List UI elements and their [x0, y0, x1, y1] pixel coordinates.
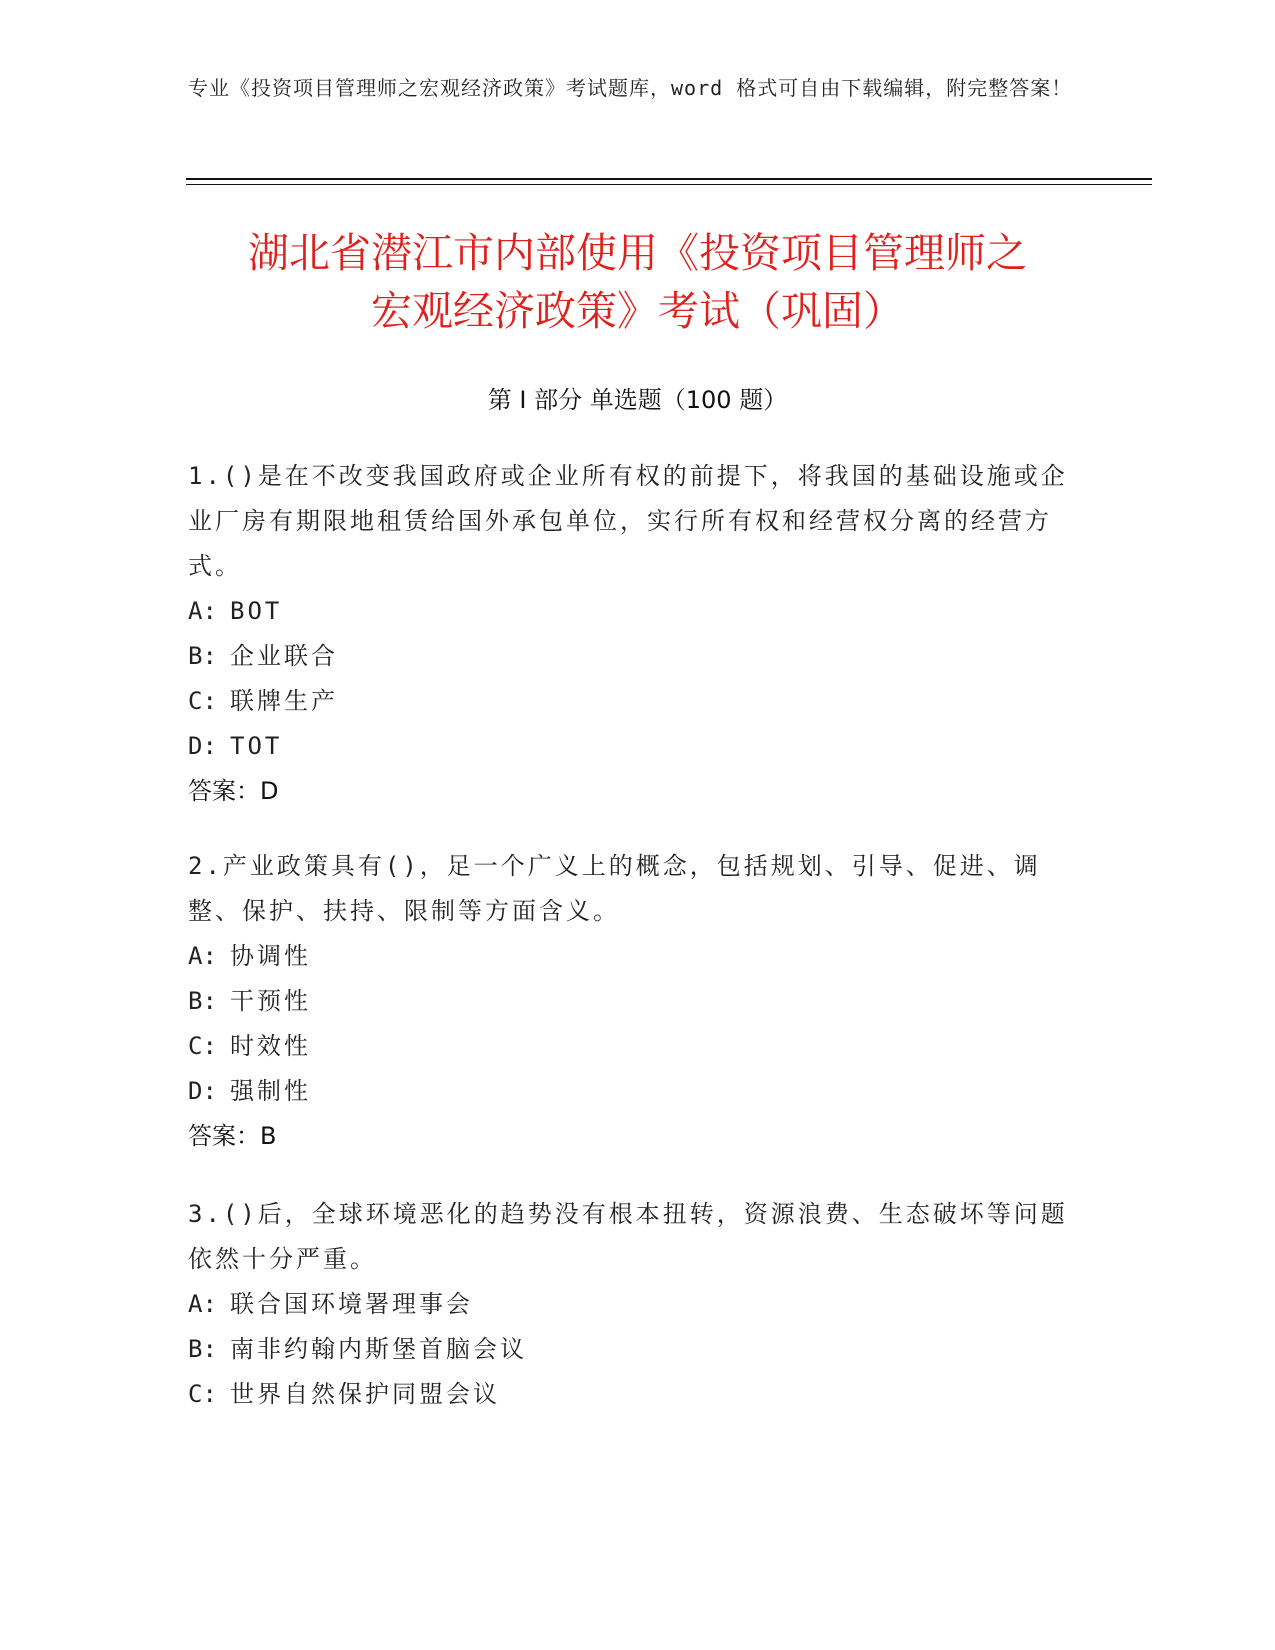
option-letter: A: — [188, 942, 217, 970]
question-text: 1.()是在不改变我国政府或企业所有权的前提下，将我国的基础设施或企业厂房有期限地租赁给国外承包单位，实行所有权和经营权分离的经营方式。 — [188, 462, 1068, 580]
option-text: 干预性 — [230, 987, 311, 1015]
option-a — [188, 1282, 1068, 1327]
option-text: TOT — [230, 732, 283, 760]
option-text: 协调性 — [230, 942, 311, 970]
option-a — [188, 589, 1068, 634]
option-d — [188, 724, 1068, 769]
option-c — [188, 1372, 1068, 1417]
answer: 答案：B — [188, 1122, 277, 1150]
question-text: 2.产业政策具有()，足一个广义上的概念，包括规划、引导、促进、调整、保护、扶持、限制等方面含义。 — [188, 852, 1041, 925]
question-text: 3.()后，全球环境恶化的趋势没有根本扭转，资源浪费、生态破坏等问题依然十分严重。 — [188, 1200, 1068, 1273]
option-text: 企业联合 — [230, 642, 338, 670]
option-text: 时效性 — [230, 1032, 311, 1060]
question-2 — [188, 844, 1068, 1159]
document-title — [150, 224, 1125, 340]
option-letter: B: — [188, 642, 217, 670]
option-text: 联牌生产 — [230, 687, 338, 715]
option-letter: A: — [188, 597, 217, 625]
header-divider-thick — [186, 178, 1152, 180]
header-divider-thin — [186, 184, 1152, 185]
option-b — [188, 979, 1068, 1024]
option-c — [188, 1024, 1068, 1069]
question-3 — [188, 1192, 1068, 1417]
option-letter: B: — [188, 1335, 217, 1363]
question-1 — [188, 454, 1068, 814]
title-line-2: 宏观经济政策》考试（巩固） — [371, 287, 904, 335]
answer: 答案：D — [188, 777, 279, 805]
option-letter: C: — [188, 687, 217, 715]
option-b — [188, 634, 1068, 679]
option-d — [188, 1069, 1068, 1114]
option-letter: B: — [188, 987, 217, 1015]
option-letter: A: — [188, 1290, 217, 1318]
title-line-1: 湖北省潜江市内部使用《投资项目管理师之 — [248, 229, 1027, 277]
option-c — [188, 679, 1068, 724]
section-heading: 第 I 部分 单选题（100 题） — [487, 386, 788, 414]
option-text: 南非约翰内斯堡首脑会议 — [230, 1335, 527, 1363]
intro-text: 专业《投资项目管理师之宏观经济政策》考试题库，word 格式可自由下载编辑，附完整答案！ — [188, 76, 1073, 100]
option-b — [188, 1327, 1068, 1372]
option-text: BOT — [230, 597, 283, 625]
option-letter: D: — [188, 732, 217, 760]
option-text: 联合国环境署理事会 — [230, 1290, 473, 1318]
option-letter: C: — [188, 1032, 217, 1060]
option-letter: C: — [188, 1380, 217, 1408]
option-text: 强制性 — [230, 1077, 311, 1105]
option-letter: D: — [188, 1077, 217, 1105]
option-text: 世界自然保护同盟会议 — [230, 1380, 500, 1408]
option-a — [188, 934, 1068, 979]
